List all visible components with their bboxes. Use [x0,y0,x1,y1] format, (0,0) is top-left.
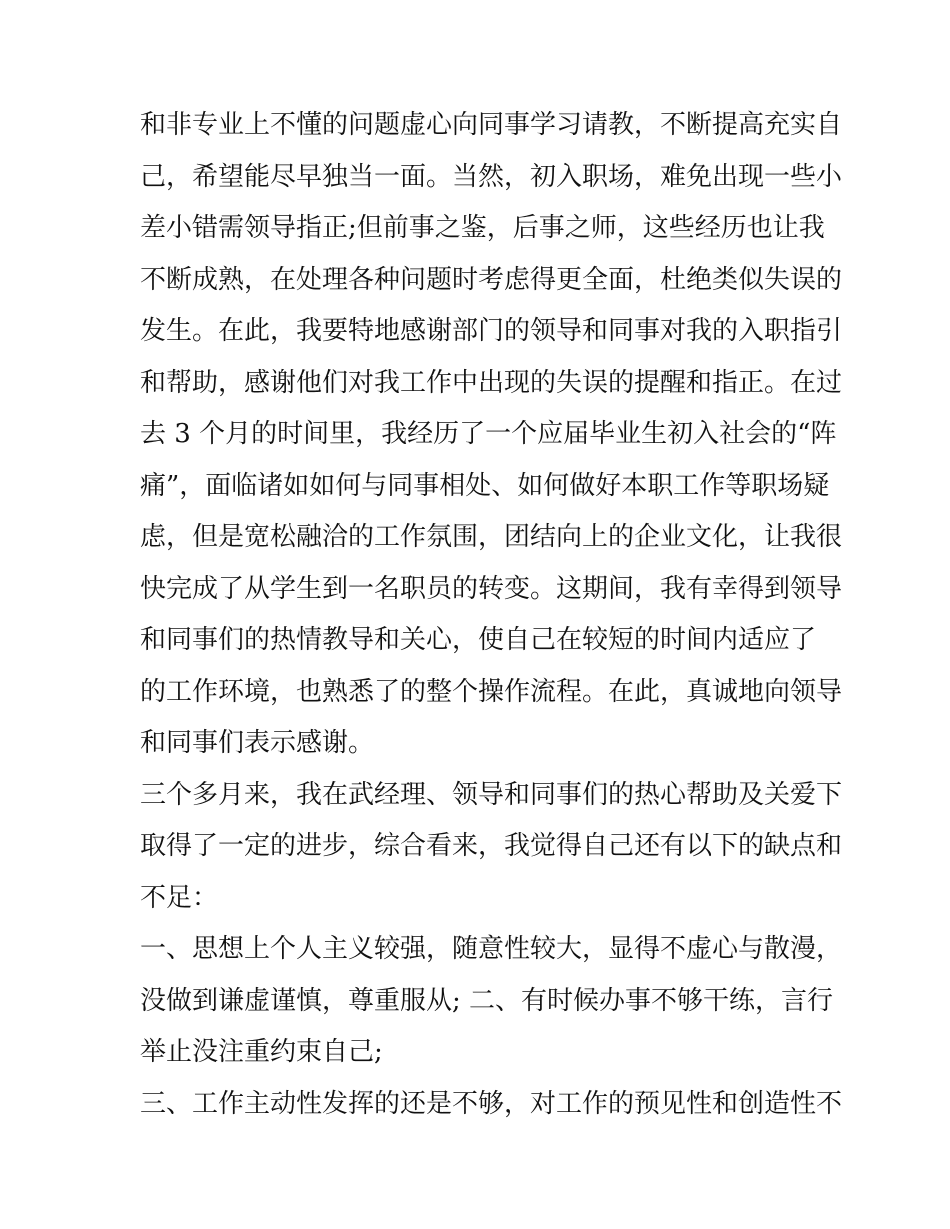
text-line: 取得了一定的进步，综合看来，我觉得自己还有以下的缺点和 [140,831,843,861]
text-line: 三、工作主动性发挥的还是不够，对工作的预见性和创造性不 [140,1088,843,1119]
text-line: 去 3 个月的时间里，我经历了一个应届毕业生初入社会的“阵 [140,419,837,449]
text-line: 发生。在此，我要特地感谢部门的领导和同事对我的入职指引 [140,316,843,346]
text-line: 没做到谦虚谨慎，尊重服从; 二、有时候办事不够干练，言行 [140,985,834,1016]
text-line: 己，希望能尽早独当一面。当然，初入职场，难免出现一些小 [140,161,843,192]
text-line: 和非专业上不懂的问题虚心向同事学习请教，不断提高充实自 [140,110,843,140]
text-line: 不足： [140,882,219,913]
text-line: 和帮助，感谢他们对我工作中出现的失误的提醒和指正。在过 [140,367,843,398]
text-line: 快完成了从学生到一名职员的转变。这期间，我有幸得到领导 [140,573,843,604]
text-line: 差小错需领导指正;但前事之鉴，后事之师，这些经历也让我 [140,213,825,243]
text-line: 一、思想上个人主义较强，随意性较大，显得不虚心与散漫， [140,934,843,964]
text-line: 和同事们的热情教导和关心，使自己在较短的时间内适应了 [140,625,817,655]
text-line: 的工作环境，也熟悉了的整个操作流程。在此，真诚地向领导 [140,676,843,707]
text-line: 痛”，面临诸如如何与同事相处、如何做好本职工作等职场疑 [140,470,830,501]
text-line: 和同事们表示感谢。 [140,728,375,758]
text-line: 三个多月来，我在武经理、领导和同事们的热心帮助及关爱下 [140,779,843,810]
text-line: 虑，但是宽松融洽的工作氛围，团结向上的企业文化，让我很 [140,522,843,552]
text-line: 举止没注重约束自己; [140,1037,383,1067]
document-body [140,100,843,1130]
text-line: 不断成熟，在处理各种问题时考虑得更全面，杜绝类似失误的 [140,264,843,295]
